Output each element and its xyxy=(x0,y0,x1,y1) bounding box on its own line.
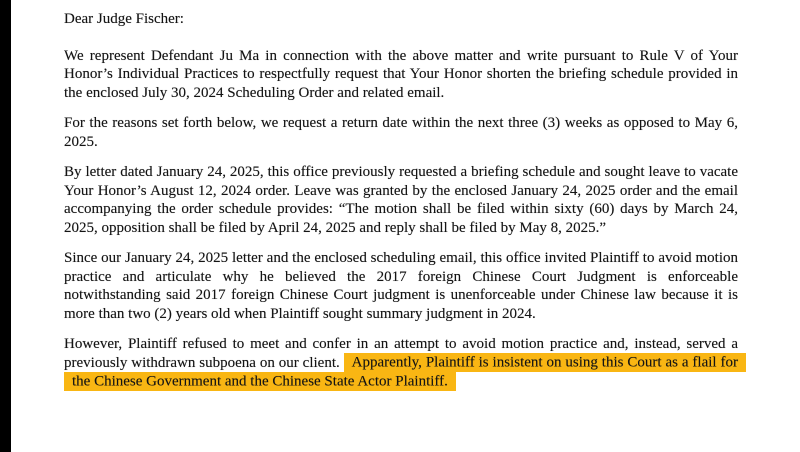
scan-left-edge-bar xyxy=(0,0,11,452)
highlighted-text: Apparently, Plaintiff is insistent on using this Court as a flail for the Chinese Government and the Chinese State Actor Plaintiff. xyxy=(64,353,746,391)
paragraph-text: We represent Defendant Ju Ma in connection with the above matter and write pursuant to Rule V of Your Honor’s Individual Practices to respectfully request that Your Honor shorten the briefing schedule provided in the enclosed July 30, 2024 Scheduling Order and related email. xyxy=(64,47,738,101)
paragraph-text: For the reasons set forth below, we request a return date within the next three (3) weeks as opposed to May 6, 2025. xyxy=(64,115,738,150)
paragraph-text: By letter dated January 24, 2025, this office previously requested a briefing schedule and sought leave to vacate Your Honor’s August 12, 2024 order. Leave was granted by the enclosed January 24, 2025 order and the email accompanying the order schedule provides: “The motion shall be filed within sixty (60) days by March 24, 2025, opposition shall be filed by April 24, 2025 and reply shall be filed by May 8, 2025.” xyxy=(64,164,738,236)
paragraph-request-intro xyxy=(64,47,738,103)
salutation: Dear Judge Fischer: xyxy=(64,11,184,27)
paragraph-meet-and-confer xyxy=(64,335,738,391)
paragraph-chinese-judgment xyxy=(64,249,738,323)
letter-body xyxy=(64,10,738,403)
paragraph-text: However, Plaintiff refused to meet and confer in an attempt to avoid motion practice and, instead, served a previously withdrawn subpoena on our client. xyxy=(64,336,738,371)
paragraph-return-date xyxy=(64,114,738,151)
paragraph-text: Since our January 24, 2025 letter and the enclosed scheduling email, this office invited Plaintiff to avoid motion practice and articulate why he believed the 2017 foreign Chinese Court Judgment is enforceable notwithstanding said 2017 foreign Chinese Court judgment is unenforceable under Chinese law because it is more than two (2) years old when Plaintiff sought summary judgment in 2024. xyxy=(64,250,738,322)
paragraph-briefing-schedule xyxy=(64,163,738,237)
